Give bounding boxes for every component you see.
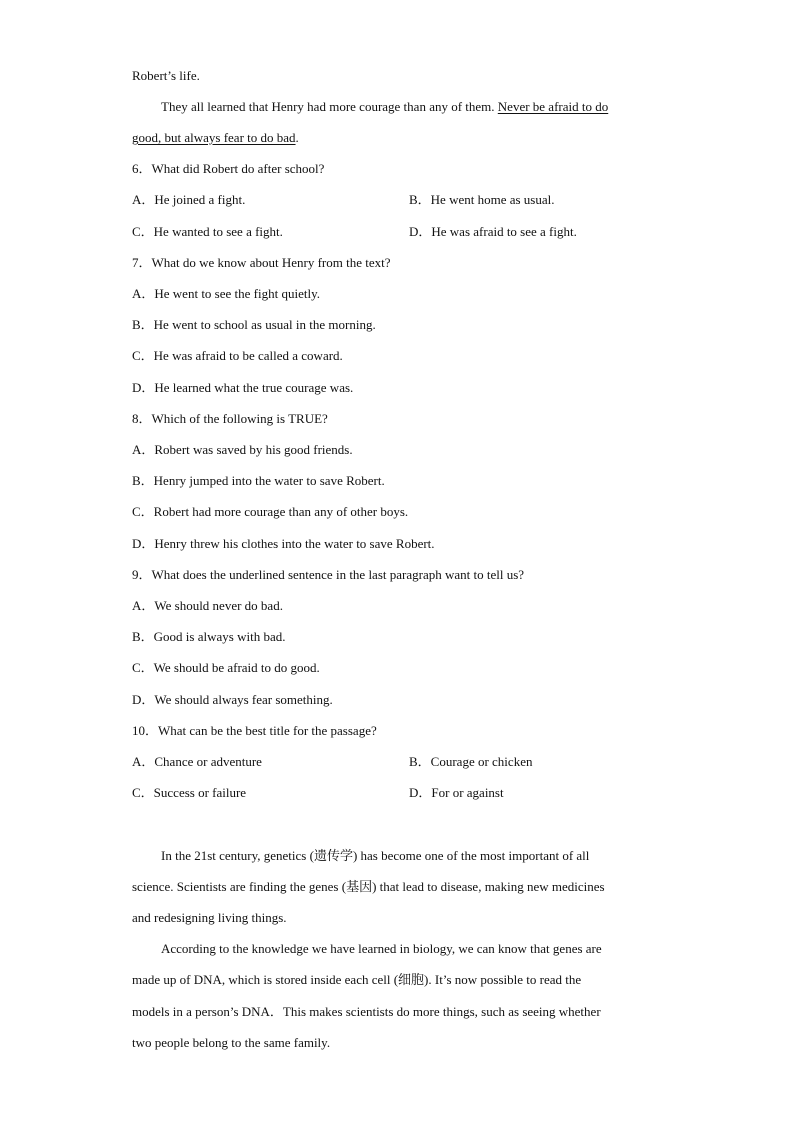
sentence-end: . (295, 130, 299, 145)
option-b: B．Henry jumped into the water to save Robert. (132, 473, 385, 488)
passage-tail: Robert’s life. (132, 68, 200, 83)
option-a: A．He joined a fight. (132, 192, 246, 207)
option-b: B．Good is always with bad. (132, 629, 286, 644)
paragraph-line: two people belong to the same family. (132, 1035, 331, 1050)
question-stem: 8．Which of the following is TRUE? (132, 411, 328, 426)
paragraph-line: In the 21st century, genetics (遗传学) has become one of the most important of all (161, 848, 590, 863)
option-b: B．He went to school as usual in the morning. (132, 317, 376, 332)
option-d: D．Henry threw his clothes into the water to save Robert. (132, 536, 435, 551)
option-a: A．Chance or adventure (132, 754, 262, 769)
option-c: C．We should be afraid to do good. (132, 660, 320, 675)
paragraph-line: made up of DNA, which is stored inside each cell (细胞). It’s now possible to read the (132, 972, 582, 987)
option-c: C．Robert had more courage than any of other boys. (132, 504, 409, 519)
paragraph-line: science. Scientists are finding the genes (基因) that lead to disease, making new medicines (132, 879, 605, 894)
option-b: B．Courage or chicken (409, 754, 533, 769)
conclusion-text: They all learned that Henry had more courage than any of them. (161, 99, 495, 114)
option-a: A．We should never do bad. (132, 598, 283, 613)
option-b: B．He went home as usual. (409, 192, 555, 207)
paragraph-line: According to the knowledge we have learned in biology, we can know that genes are (161, 941, 602, 956)
underlined-sentence-part2: good, but always fear to do bad (132, 130, 296, 145)
option-a: A．He went to see the fight quietly. (132, 286, 320, 301)
option-c: C．Success or failure (132, 785, 247, 800)
paragraph-line: models in a person’s DNA．This makes scientists do more things, such as seeing whether (132, 1004, 601, 1019)
passage-conclusion-line (161, 99, 608, 115)
question-stem: 10．What can be the best title for the passage? (132, 723, 377, 738)
option-d: D．We should always fear something. (132, 692, 333, 707)
question-stem: 6．What did Robert do after school? (132, 161, 325, 176)
option-d: D．He learned what the true courage was. (132, 380, 354, 395)
question-stem: 7．What do we know about Henry from the text? (132, 255, 391, 270)
option-d: D．He was afraid to see a fight. (409, 224, 577, 239)
passage-conclusion-line2 (132, 130, 299, 146)
question-stem: 9．What does the underlined sentence in the last paragraph want to tell us? (132, 567, 525, 582)
paragraph-line: and redesigning living things. (132, 910, 287, 925)
option-c: C．He wanted to see a fight. (132, 224, 283, 239)
option-a: A．Robert was saved by his good friends. (132, 442, 353, 457)
underlined-sentence-part1: Never be afraid to do (497, 99, 609, 114)
option-d: D．For or against (409, 785, 504, 800)
option-c: C．He was afraid to be called a coward. (132, 348, 343, 363)
